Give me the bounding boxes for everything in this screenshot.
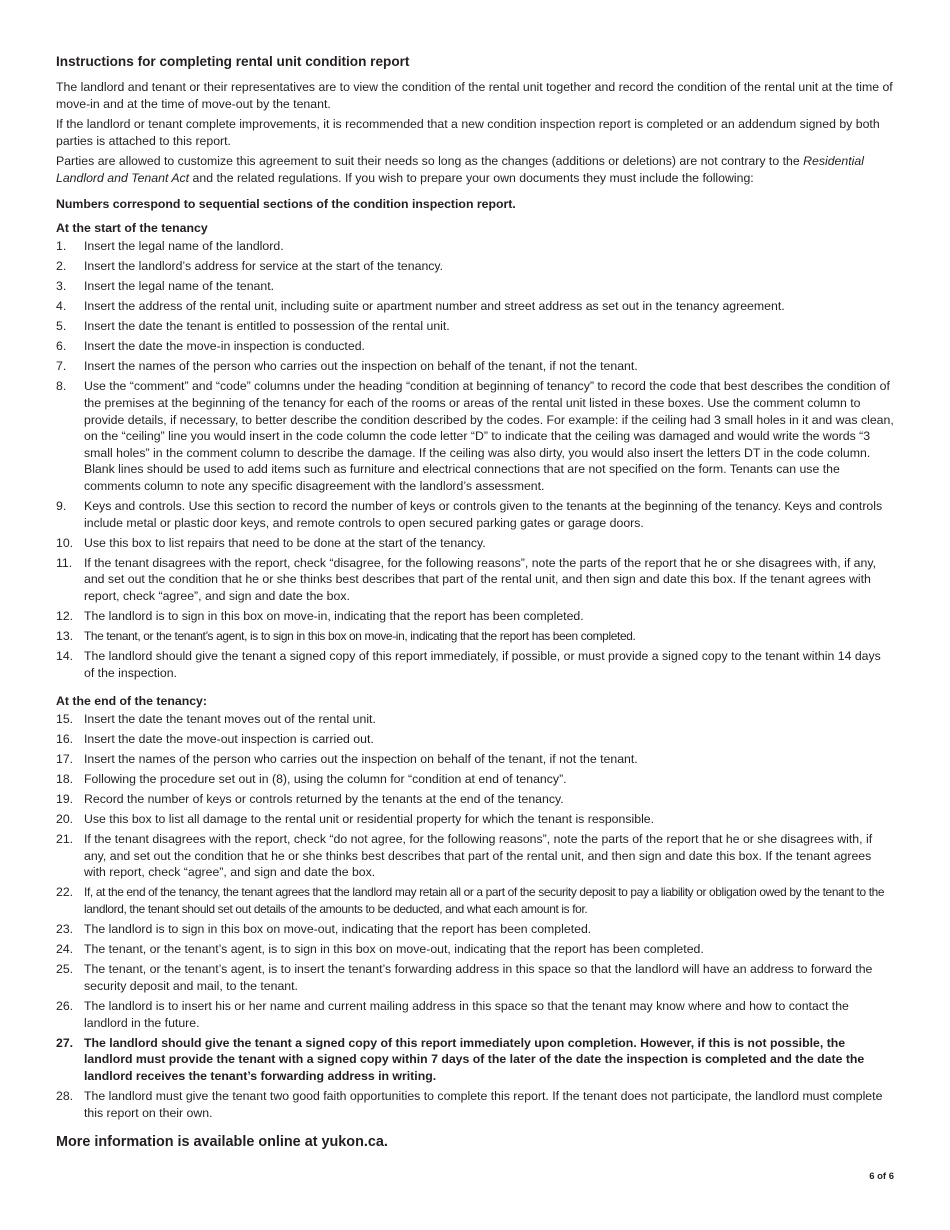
item-number: 10. bbox=[56, 535, 74, 550]
item-text: The tenant, or the tenant’s agent, is to insert the tenant’s forwarding address in this space so that the landlord will have an address to forward the security deposit and mail, to the tenant. bbox=[84, 962, 873, 993]
item-number: 9. bbox=[56, 499, 67, 514]
instruction-item bbox=[56, 1088, 894, 1121]
instruction-item bbox=[56, 608, 894, 625]
item-number: 13. bbox=[56, 629, 74, 644]
instruction-item bbox=[56, 831, 894, 881]
item-number: 14. bbox=[56, 649, 74, 664]
item-text: Insert the names of the person who carries out the inspection on behalf of the tenant, if not the tenant. bbox=[84, 359, 638, 374]
instruction-item bbox=[56, 811, 894, 828]
instruction-item bbox=[56, 884, 894, 917]
instruction-item bbox=[56, 1035, 894, 1085]
item-number: 11. bbox=[56, 555, 73, 570]
instruction-item bbox=[56, 258, 894, 275]
item-text: The landlord is to sign in this box on move-in, indicating that the report has been completed. bbox=[84, 609, 584, 624]
item-number: 7. bbox=[56, 359, 67, 374]
item-text: Insert the names of the person who carries out the inspection on behalf of the tenant, if not the tenant. bbox=[84, 751, 638, 766]
item-text: Use the “comment” and “code” columns under the heading “condition at beginning of tenancy” to record the code that best describes the condition of the premises at the beginning of the tenancy for each of the rooms or areas of the rental unit listed in these boxes. Use the comment column to provide details, if necessary, to better describe the condition described by the codes. For example: if the ceiling had 3 small holes in it and was clean, on the “ceiling” line you would insert in the code column the code letter “D” to indicate that the ceiling was damaged and would write the words “3 small holes” in the comment column to describe the damage. If the ceiling was also dirty, you would also insert the letters DT in the code column. Blank lines should be used to add items such as furniture and electrical connections that are not specified on the form. Tenants can use the comments column to note any specific disagreement with the landlord’s assessment. bbox=[84, 379, 894, 493]
instruction-item bbox=[56, 298, 894, 315]
intro-p3-after: and the related regulations. If you wish to prepare your own documents they must include the following: bbox=[189, 170, 754, 185]
intro-paragraph-3 bbox=[56, 153, 894, 186]
instruction-item bbox=[56, 498, 894, 531]
end-section-heading: At the end of the tenancy: bbox=[56, 694, 207, 708]
item-text: The landlord should give the tenant a signed copy of this report immediately, if possible, or must provide a signed copy to the tenant within 14 days of the inspection. bbox=[84, 649, 881, 680]
item-text: Record the number of keys or controls returned by the tenants at the end of the tenancy. bbox=[84, 791, 564, 806]
instruction-item bbox=[56, 998, 894, 1031]
instructions-page bbox=[56, 53, 894, 1151]
instruction-item bbox=[56, 921, 894, 938]
numbers-note: Numbers correspond to sequential sections of the condition inspection report. bbox=[56, 196, 516, 211]
more-info-line: More information is available online at yukon.ca. bbox=[56, 1134, 388, 1151]
item-text: The landlord is to insert his or her name and current mailing address in this space so that the tenant may know where and how to contact the landlord in the future. bbox=[84, 999, 849, 1030]
item-number: 23. bbox=[56, 922, 74, 937]
instruction-item bbox=[56, 378, 894, 494]
item-text: The landlord should give the tenant a signed copy of this report immediately upon completion. However, if this is not possible, the landlord must provide the tenant with a signed copy within 7 days of the later of the date the inspection is completed and the date the landlord receives the tenant’s forwarding address in writing. bbox=[84, 1035, 865, 1083]
item-text: Insert the legal name of the landlord. bbox=[84, 238, 284, 253]
item-number: 3. bbox=[56, 278, 67, 293]
instruction-item bbox=[56, 278, 894, 295]
instruction-item bbox=[56, 941, 894, 958]
intro-paragraph-1: The landlord and tenant or their representatives are to view the condition of the rental unit together and record the condition of the rental unit at the time of move-in and at the time of move-out by the tenant. bbox=[56, 80, 893, 111]
instruction-item bbox=[56, 628, 894, 645]
item-number: 28. bbox=[56, 1088, 74, 1103]
item-text: Insert the legal name of the tenant. bbox=[84, 278, 275, 293]
intro-p3-before: Parties are allowed to customize this agreement to suit their needs so long as the changes (additions or deletions) are not contrary to the bbox=[56, 154, 804, 169]
start-items-list bbox=[56, 238, 894, 682]
item-text: If, at the end of the tenancy, the tenant agrees that the landlord may retain all or a part of the security deposit to pay a liability or obligation owed by the tenant to the landlord, the tenant should set out details of the amounts to be deducted, and what each amount is for. bbox=[84, 885, 885, 917]
item-number: 4. bbox=[56, 299, 67, 314]
item-text: Following the procedure set out in (8), using the column for “condition at end of tenancy”. bbox=[84, 771, 567, 786]
item-number: 6. bbox=[56, 339, 67, 354]
instruction-item bbox=[56, 338, 894, 355]
end-items-list bbox=[56, 711, 894, 1122]
item-text: The landlord must give the tenant two good faith opportunities to complete this report. If the tenant does not participate, the landlord must complete this report on their own. bbox=[84, 1088, 883, 1120]
instruction-item bbox=[56, 791, 894, 808]
item-number: 8. bbox=[56, 379, 67, 394]
item-number: 2. bbox=[56, 258, 67, 273]
item-number: 15. bbox=[56, 711, 74, 726]
item-text: The tenant, or the tenant’s agent, is to sign in this box on move-out, indicating that the report has been completed. bbox=[84, 942, 704, 957]
instruction-item bbox=[56, 358, 894, 375]
item-number: 25. bbox=[56, 962, 74, 977]
instruction-item bbox=[56, 318, 894, 335]
item-number: 19. bbox=[56, 791, 74, 806]
item-number: 21. bbox=[56, 832, 74, 847]
item-number: 18. bbox=[56, 771, 74, 786]
intro-paragraph-2: If the landlord or tenant complete improvements, it is recommended that a new condition inspection report is completed or an addendum signed by both parties is attached to this report. bbox=[56, 117, 880, 148]
instruction-item bbox=[56, 751, 894, 768]
item-text: Insert the address of the rental unit, including suite or apartment number and street address as set out in the tenancy agreement. bbox=[84, 299, 785, 314]
item-number: 27. bbox=[56, 1035, 74, 1050]
item-text: The tenant, or the tenant’s agent, is to sign in this box on move-in, indicating that the report has been completed. bbox=[84, 629, 636, 644]
item-number: 24. bbox=[56, 942, 74, 957]
page-number: 6 of 6 bbox=[869, 1171, 894, 1182]
item-text: Use this box to list repairs that need to be done at the start of the tenancy. bbox=[84, 535, 486, 550]
act-name: Residential Landlord and Tenant Act bbox=[56, 154, 864, 185]
item-number: 16. bbox=[56, 731, 74, 746]
item-number: 12. bbox=[56, 609, 74, 624]
item-text: If the tenant disagrees with the report, check “do not agree, for the following reasons”, note the parts of the report that he or she disagrees with, if any, and set out the condition that he or she thinks best describes that part of the rental unit, and then sign and date this box. If the tenant agrees with report, check “agree”, and sign and date the box. bbox=[84, 832, 873, 880]
item-number: 1. bbox=[56, 238, 67, 253]
item-text: Insert the date the tenant moves out of the rental unit. bbox=[84, 711, 376, 726]
instruction-item bbox=[56, 771, 894, 788]
page-title: Instructions for completing rental unit condition report bbox=[56, 54, 410, 69]
start-section-heading: At the start of the tenancy bbox=[56, 221, 208, 236]
item-text: Insert the date the move-out inspection is carried out. bbox=[84, 731, 374, 746]
item-number: 17. bbox=[56, 751, 74, 766]
item-number: 5. bbox=[56, 319, 67, 334]
instruction-item bbox=[56, 731, 894, 748]
instruction-item bbox=[56, 711, 894, 728]
item-text: Insert the date the tenant is entitled to possession of the rental unit. bbox=[84, 319, 450, 334]
item-text: Insert the landlord’s address for service at the start of the tenancy. bbox=[84, 258, 444, 273]
instruction-item bbox=[56, 555, 894, 605]
item-text: Keys and controls. Use this section to record the number of keys or controls given to the tenants at the beginning of the tenancy. Keys and controls include metal or plastic door keys, and remote controls to open secured parking gates or garage doors. bbox=[84, 499, 883, 530]
instruction-item bbox=[56, 961, 894, 994]
item-text: Use this box to list all damage to the rental unit or residential property for which the tenant is responsible. bbox=[84, 812, 655, 827]
item-text: If the tenant disagrees with the report, check “disagree, for the following reasons”, note the parts of the report that he or she disagrees with, if any, and set out the condition that he or she thinks best describes that part of the rental unit, and then sign and date this box. If the tenant agrees with report, check “agree”, and sign and date the box. bbox=[84, 555, 876, 604]
item-number: 20. bbox=[56, 812, 74, 827]
item-text: The landlord is to sign in this box on move-out, indicating that the report has been completed. bbox=[84, 922, 592, 937]
item-number: 22. bbox=[56, 885, 74, 900]
instruction-item bbox=[56, 648, 894, 681]
instruction-item bbox=[56, 238, 894, 255]
item-text: Insert the date the move-in inspection is conducted. bbox=[84, 339, 365, 354]
instruction-item bbox=[56, 535, 894, 552]
item-number: 26. bbox=[56, 999, 74, 1013]
